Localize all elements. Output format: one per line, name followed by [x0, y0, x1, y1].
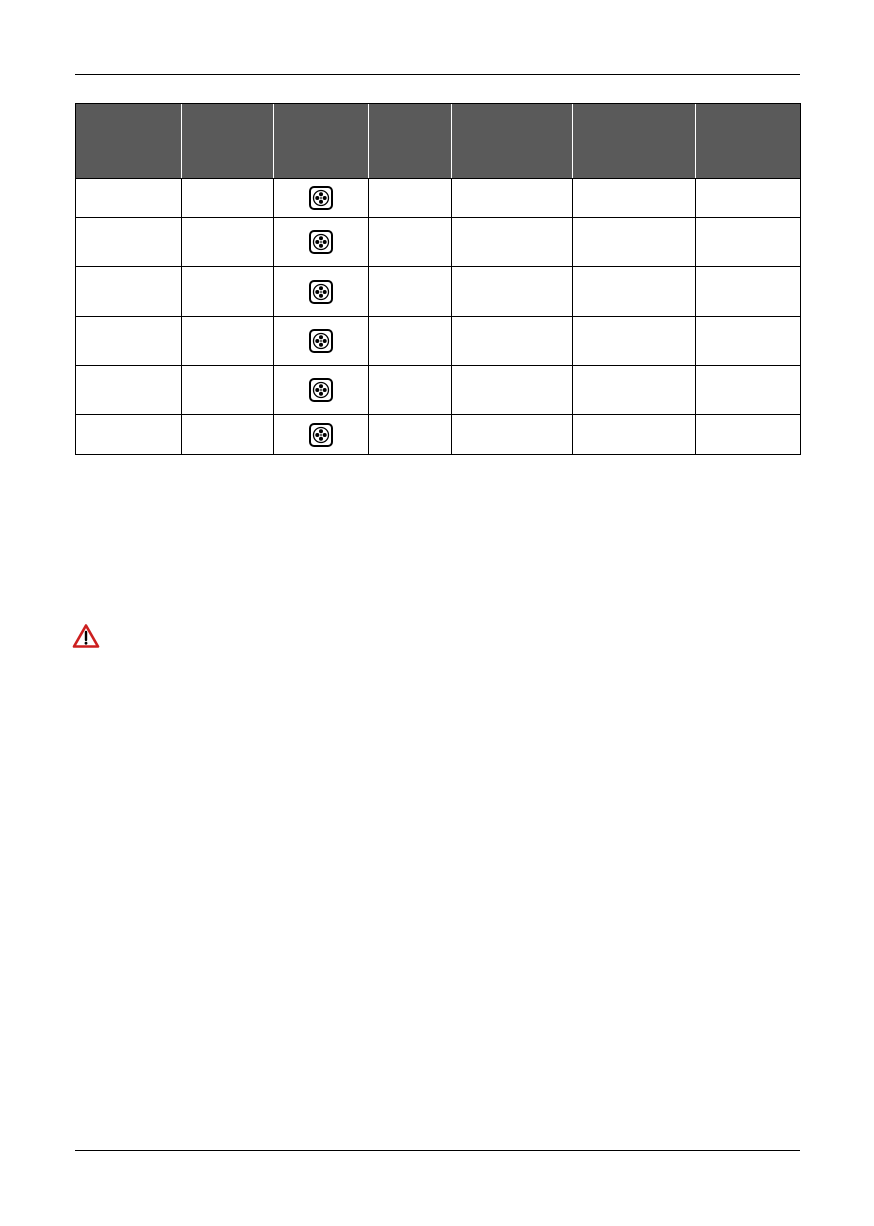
- table-cell: [573, 179, 696, 218]
- table-cell: [573, 317, 696, 366]
- table-cell: [182, 366, 274, 415]
- table-cell: [182, 267, 274, 317]
- fan-icon: [309, 186, 333, 210]
- table-cell: [696, 317, 801, 366]
- table-cell: [452, 317, 573, 366]
- table-cell: [369, 179, 452, 218]
- table-cell: [369, 366, 452, 415]
- table-row: [76, 415, 801, 455]
- table-header-cell: [76, 104, 182, 179]
- table-cell: [76, 317, 182, 366]
- table-cell: [696, 179, 801, 218]
- table-header-cell: [452, 104, 573, 179]
- table-cell: [182, 317, 274, 366]
- table-cell: [452, 366, 573, 415]
- table-cell: [76, 366, 182, 415]
- table-cell-fan: [274, 317, 369, 366]
- table-header-row: [76, 104, 801, 179]
- table-row: [76, 179, 801, 218]
- table-cell: [452, 415, 573, 455]
- table-cell-fan: [274, 415, 369, 455]
- header-rule: [75, 74, 800, 75]
- table-header-cell: [696, 104, 801, 179]
- table-cell: [573, 415, 696, 455]
- table-cell: [182, 179, 274, 218]
- warning-triangle-icon: [72, 623, 100, 649]
- table-cell: [76, 415, 182, 455]
- table-cell: [573, 218, 696, 267]
- table-cell: [76, 267, 182, 317]
- table-cell: [452, 267, 573, 317]
- table-cell: [369, 218, 452, 267]
- table-cell: [696, 366, 801, 415]
- table-cell-fan: [274, 218, 369, 267]
- fan-icon: [309, 423, 333, 447]
- table-cell: [452, 179, 573, 218]
- table-header-cell: [182, 104, 274, 179]
- table-cell: [452, 218, 573, 267]
- table-cell: [696, 415, 801, 455]
- fan-icon: [309, 329, 333, 353]
- oven-functions-table-container: [75, 103, 801, 455]
- table-cell-fan: [274, 179, 369, 218]
- table-row: [76, 218, 801, 267]
- table-cell-fan: [274, 267, 369, 317]
- fan-icon: [309, 280, 333, 304]
- fan-icon: [309, 378, 333, 402]
- table-cell: [369, 267, 452, 317]
- table-row: [76, 317, 801, 366]
- table-header-cell: [274, 104, 369, 179]
- table-cell: [182, 218, 274, 267]
- table-cell: [696, 218, 801, 267]
- table-cell: [573, 366, 696, 415]
- table-cell: [369, 415, 452, 455]
- table-cell: [369, 317, 452, 366]
- table-cell: [182, 415, 274, 455]
- table-cell: [573, 267, 696, 317]
- table-row: [76, 366, 801, 415]
- table-header-cell: [573, 104, 696, 179]
- table-header-cell: [369, 104, 452, 179]
- footer-rule: [75, 1150, 800, 1151]
- table-cell: [76, 218, 182, 267]
- table-cell: [76, 179, 182, 218]
- table-row: [76, 267, 801, 317]
- fan-icon: [309, 230, 333, 254]
- oven-functions-table: [75, 103, 801, 455]
- table-cell-fan: [274, 366, 369, 415]
- table-cell: [696, 267, 801, 317]
